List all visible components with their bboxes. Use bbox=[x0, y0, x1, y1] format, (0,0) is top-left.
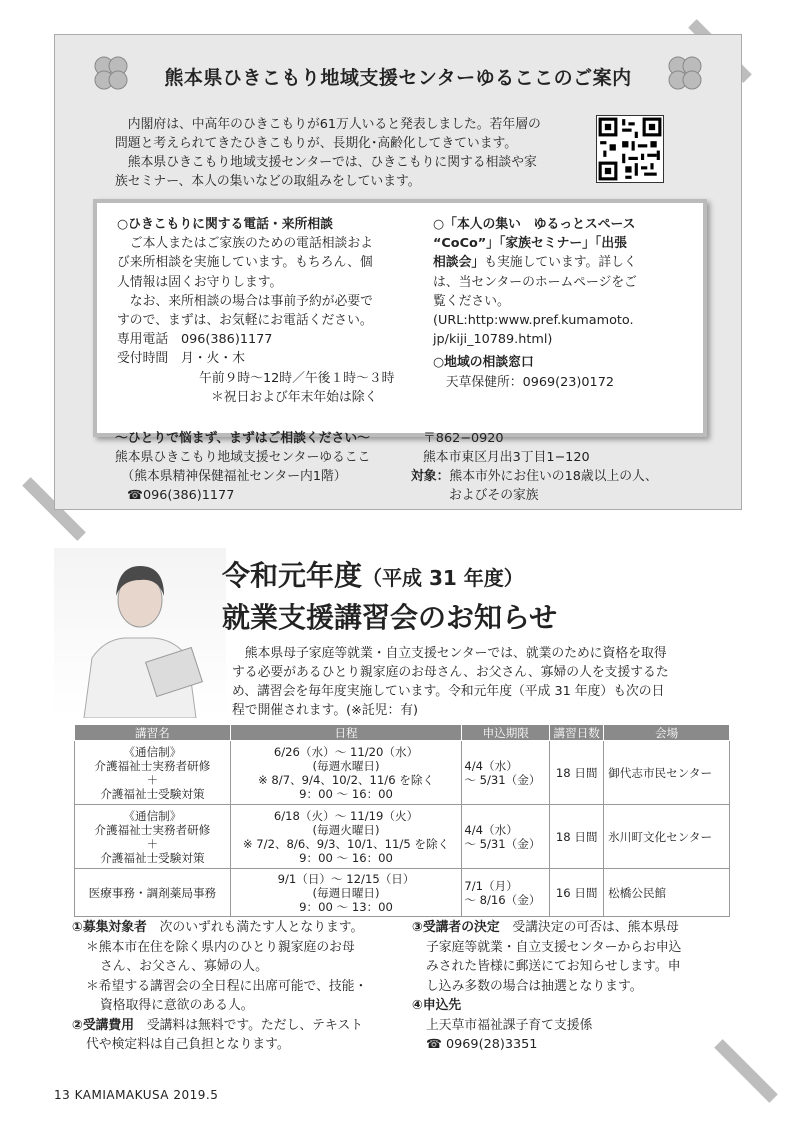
local-office-phone: 天草保健所：0969(23)0172 bbox=[445, 374, 614, 390]
issue-date: 2019.5 bbox=[173, 1088, 219, 1102]
header-venue: 会場 bbox=[604, 725, 730, 741]
training-schedule-table bbox=[74, 724, 730, 917]
center-phone: ☎096(386)1177 bbox=[127, 488, 235, 503]
table-row: 《通信制》 介護福祉士実務者研修 ＋ 介護福祉士受験対策 6/26（水）〜 11/20（水） (毎週水曜日) ※ 8/7、9/4、10/2、11/6 を除く 9：00 〜 16：00 4/4（水） 〜 5/31（金） 18 日間 御代志市民センター bbox=[75, 741, 730, 805]
phone-number: 専用電話 096(386)1177 bbox=[117, 332, 273, 348]
local-office-heading: ○地域の相談窓口 bbox=[433, 355, 534, 371]
table-row: 《通信制》 介護福祉士実務者研修 ＋ 介護福祉士受験対策 6/18（火）〜 11/19（火） (毎週火曜日) ※ 7/2、8/6、9/3、10/1、11/5 を除く 9：00 〜 16：00 4/4（水） 〜 5/31（金） 18 日間 氷川町文化センター bbox=[75, 805, 730, 869]
notes-right: ③受講者の決定 受講決定の可否は、熊本県母 子家庭等就業・自立支援センターからお申込 みされた皆様に郵送にてお知らせします。申 し込み多数の場合は抽選となります。 ④申込先 上天草市福祉課子育て支援係 ☎ 0969(28)3351 bbox=[412, 918, 732, 1055]
nurse-photo bbox=[54, 548, 226, 718]
page-footer bbox=[54, 1088, 218, 1102]
consultation-panel bbox=[93, 199, 707, 437]
header-deadline: 申込期限 bbox=[462, 725, 550, 741]
training-title: 令和元年度（平成 31 年度） 就業支援講習会のお知らせ bbox=[222, 559, 558, 634]
url-link[interactable]: (URL:http:www.pref.kumamoto. bbox=[433, 313, 634, 329]
qr-code[interactable] bbox=[596, 115, 664, 183]
reception-hours: 受付時間 月・火・木 bbox=[117, 351, 245, 367]
phone-consultation-heading: ○ひきこもりに関する電話・来所相談 bbox=[117, 217, 333, 232]
training-intro: 熊本県母子家庭等就業・自立支援センターでは、就業のために資格を取得 する必要があるひとり親家庭のお母さん、お父さん、寡婦の人を支援するた め、講習会を毎年度実施しています。令和元年度（平成 31 年度）も次の日 程で開催されます。(※託児：有) bbox=[232, 646, 669, 718]
phone-consultation-column: ○ひきこもりに関する電話・来所相談 ご本人またはご家族のための電話相談およ び来所相談を実施しています。もちろん、個 人情報は固くお守りします。 なお、来所相談の場合は事前予約が必要で すので、まずは、お気軽にお電話ください。 専用電話 096(386)1177 受付時間 月・火・木 午前９時〜12時／午後１時〜３時 ＊祝日および年末年始は除く bbox=[117, 215, 409, 407]
page-number: 13 bbox=[54, 1088, 71, 1102]
box-intro: 内閣府は、中高年のひきこもりが61万人いると発表しました。若年層の 問題と考えられてきたひきこもりが、長期化･高齢化してきています。 熊本県ひきこもり地域支援センターでは、ひきこもりに関する相談や家 族セミナー、本人の集いなどの取組みをしています。 bbox=[115, 117, 541, 189]
note-apply-heading: ④申込先 bbox=[412, 998, 462, 1013]
apply-phone: ☎ 0969(28)3351 bbox=[426, 1037, 538, 1052]
header-course: 講習名 bbox=[75, 725, 231, 741]
box-title: 熊本県ひきこもり地域支援センターゆるここのご案内 bbox=[164, 67, 632, 89]
center-address: 〒862−0920 熊本市東区月出3丁目1−120 対象：熊本市外にお住いの18歳以上の人、 およびその家族 bbox=[411, 431, 658, 503]
note-selection-heading: ③受講者の決定 bbox=[412, 920, 500, 935]
magazine-name: KAMIAMAKUSA bbox=[74, 1088, 170, 1102]
header-schedule: 日程 bbox=[230, 725, 462, 741]
header-days: 講習日数 bbox=[550, 725, 604, 741]
note-eligibility-heading: ①募集対象者 bbox=[72, 920, 147, 935]
table-header-row bbox=[75, 725, 730, 741]
events-column: ○「本人の集い ゆるっとスペース “CoCo”」「家族セミナー」「出張 相談会」も実施しています。詳しく は、当センターのホームページをご 覧ください。 (URL:http:www.pref.kumamoto. jp/kiji_10789.html) ○地域の相談窓口 天草保健所：0969(23)0172 bbox=[433, 215, 695, 392]
center-contact: 〜ひとりで悩まず、まずはご相談ください〜 熊本県ひきこもり地域支援センターゆるここ （熊本県精神保健福祉センター内1階） ☎096(386)1177 bbox=[115, 431, 371, 503]
notes-left: ①募集対象者 次のいずれも満たす人となります。 ＊熊本市在住を除く県内のひとり親家庭のお母 さん、お父さん、寡婦の人。 ＊希望する講習会の全日程に出席可能で、技能・ 資格取得に意欲のある人。 ②受講費用 受講料は無料です。ただし、テキスト 代や検定料は自己負担となります。 bbox=[72, 920, 368, 1052]
note-fee-heading: ②受講費用 bbox=[72, 1017, 135, 1033]
table-row: 医療事務・調剤薬局事務 9/1（日）〜 12/15（日） (毎週日曜日) 9：00 〜 13：00 7/1（月） 〜 8/16（金） 16 日間 松橋公民館 bbox=[75, 869, 730, 917]
support-center-box bbox=[54, 34, 742, 510]
